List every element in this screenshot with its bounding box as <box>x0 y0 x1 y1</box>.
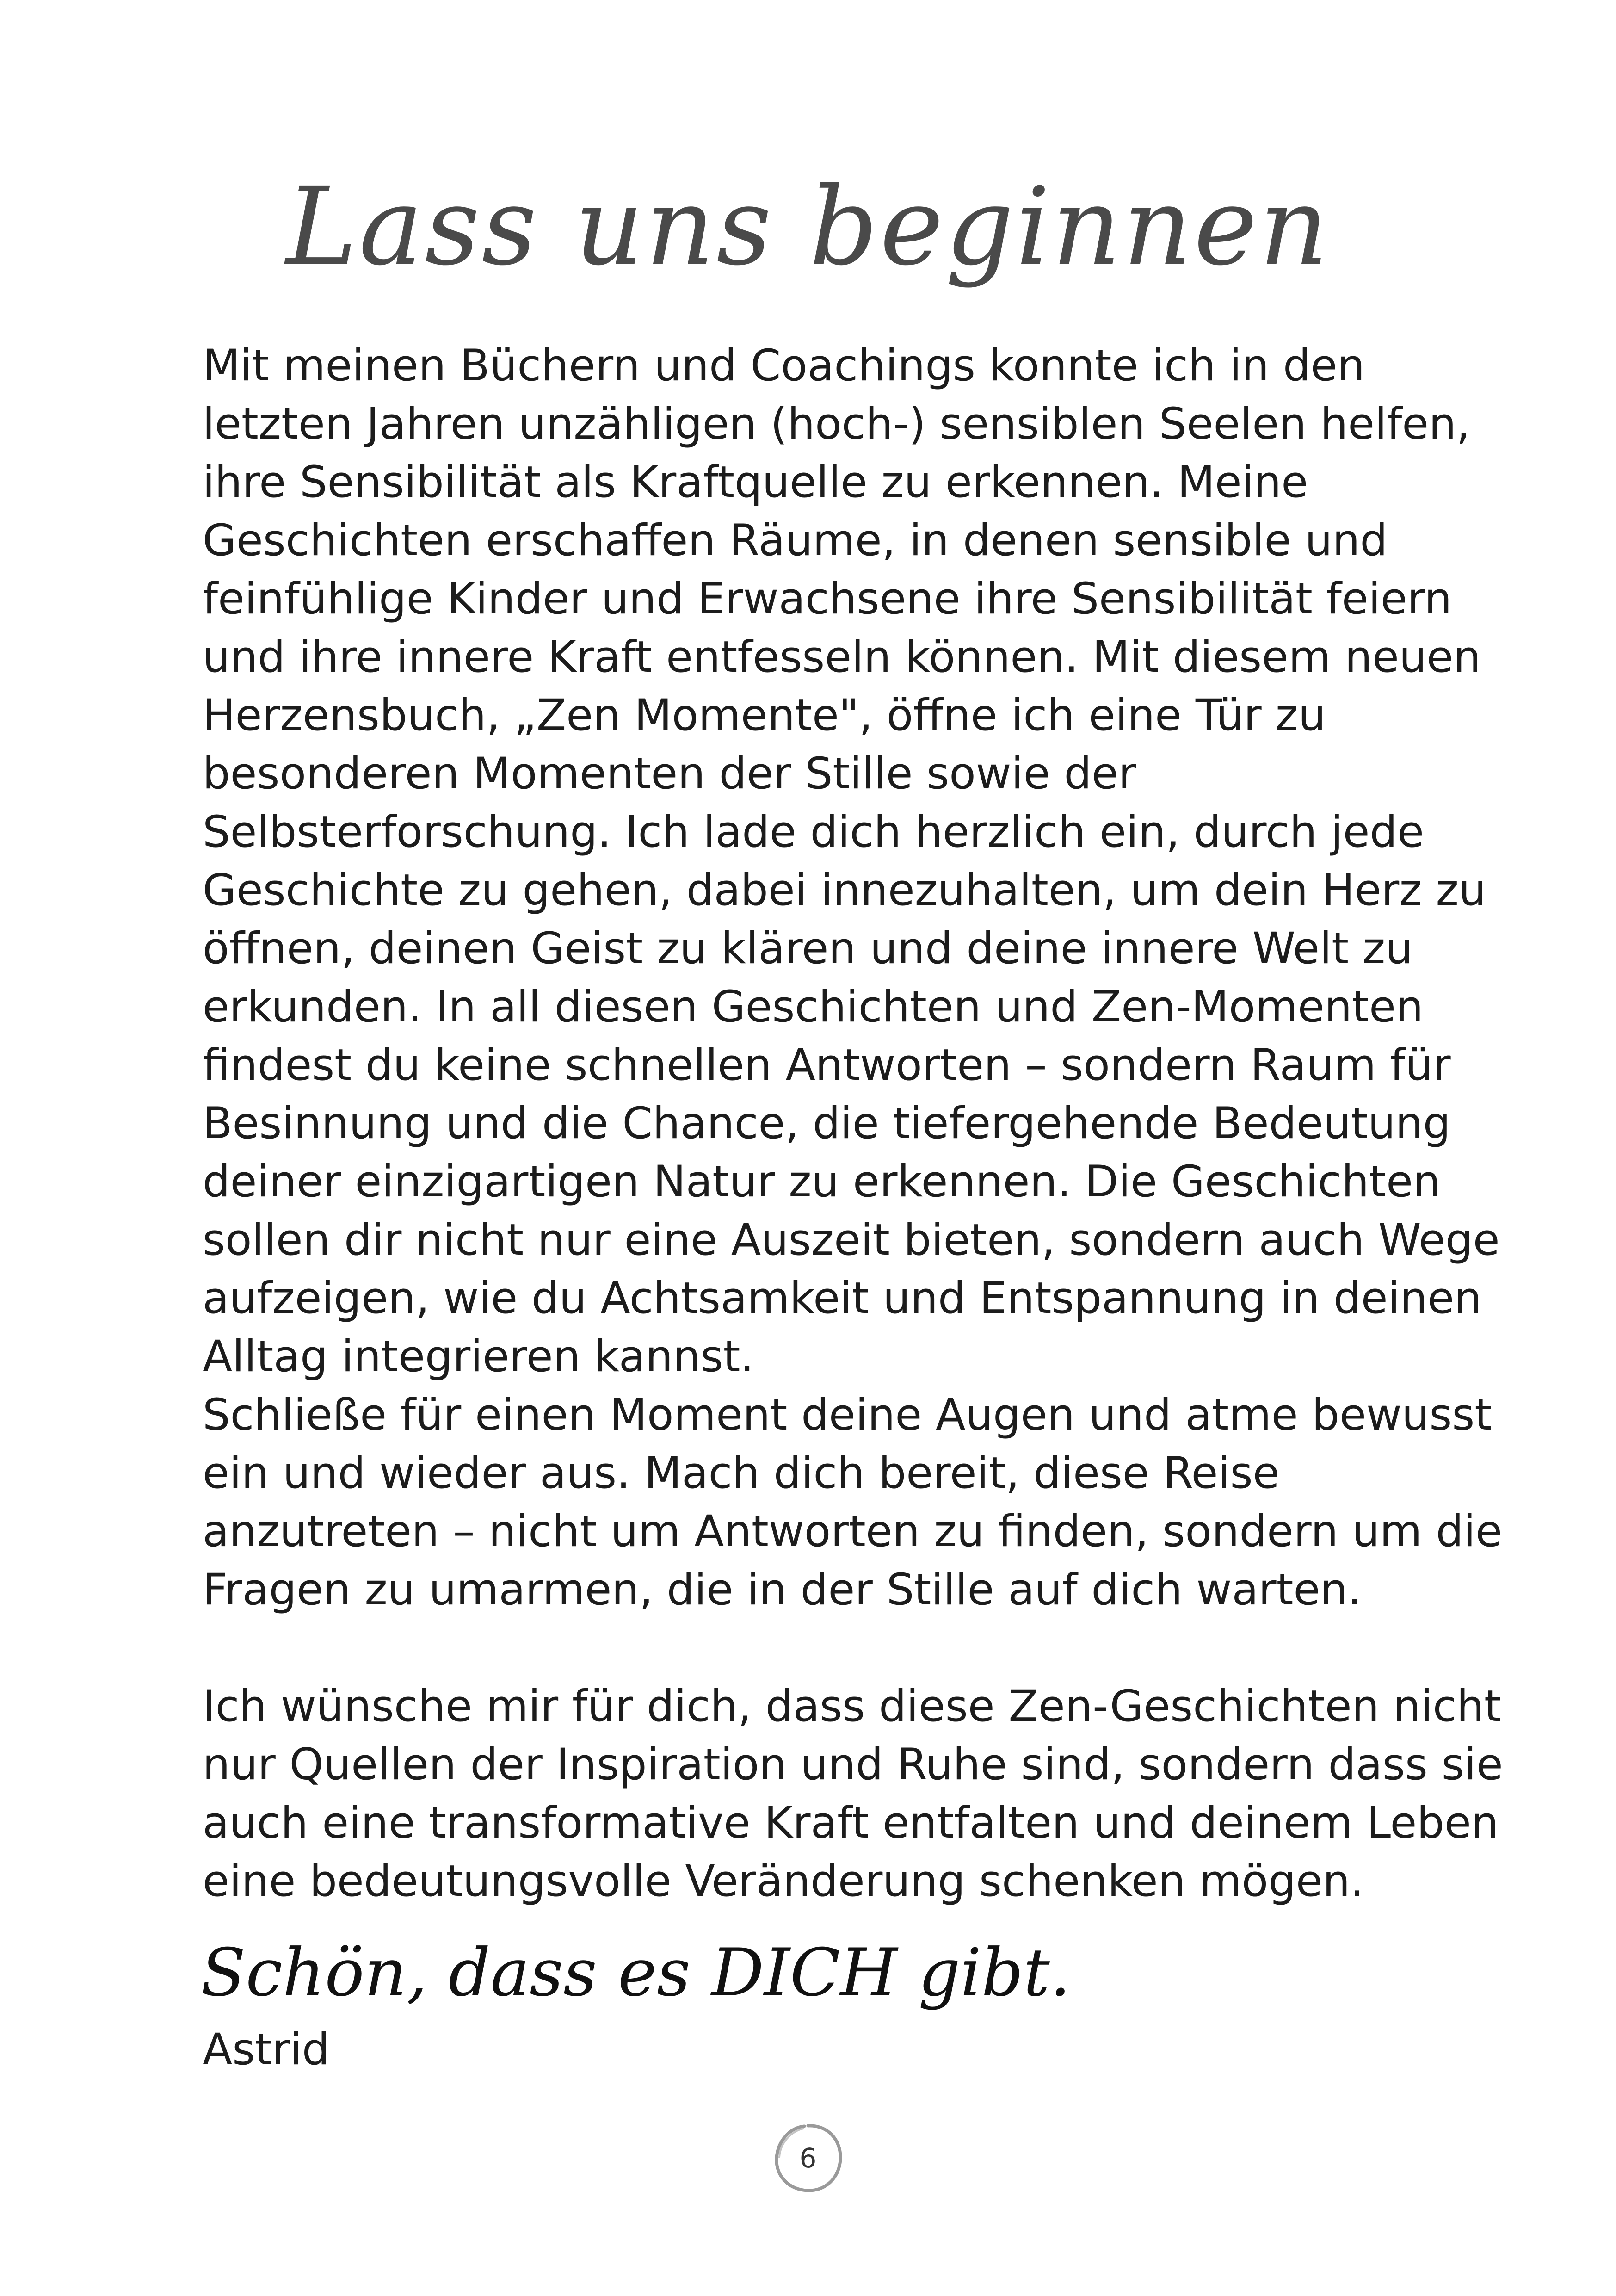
paragraph-1-line: erkunden. In all diesen Geschichten und Zen-Momenten <box>203 982 1424 1032</box>
paragraph-3-line: eine bedeutungsvolle Veränderung schenken mögen. <box>203 1856 1364 1906</box>
paragraph-3-line: Ich wünsche mir für dich, dass diese Zen-Geschichten nicht <box>203 1681 1501 1732</box>
paragraph-1-line: Besinnung und die Chance, die tiefergehende Bedeutung <box>203 1098 1451 1149</box>
paragraph-2-line: Fragen zu umarmen, die in der Stille auf dich warten. <box>203 1565 1362 1615</box>
paragraph-1-line: letzten Jahren unzähligen (hoch-) sensiblen Seelen helfen, <box>203 399 1470 449</box>
paragraph-1-line: Alltag integrieren kannst. <box>203 1331 754 1382</box>
paragraph-1-line: findest du keine schnellen Antworten – sondern Raum für <box>203 1040 1451 1090</box>
page-number-badge <box>771 2121 845 2195</box>
body-text <box>203 337 1503 1911</box>
paragraph-1-line: Geschichte zu gehen, dabei innezuhalten, um dein Herz zu <box>203 865 1486 916</box>
paragraph-1-line: aufzeigen, wie du Achtsamkeit und Entspannung in deinen <box>203 1273 1482 1324</box>
paragraph-1-line: Geschichten erschaffen Räume, in denen sensible und <box>203 515 1388 566</box>
paragraph-1-line: ihre Sensibilität als Kraftquelle zu erkennen. Meine <box>203 457 1308 507</box>
paragraph-2-line: anzutreten – nicht um Antworten zu finden, sondern um die <box>203 1506 1503 1557</box>
paragraph-1-line: öffnen, deinen Geist zu klären und deine innere Welt zu <box>203 923 1413 974</box>
paragraph-1-line: feinfühlige Kinder und Erwachsene ihre Sensibilität feiern <box>203 574 1452 624</box>
paragraph-spacer <box>203 1619 1433 1677</box>
paragraph-1-line: sollen dir nicht nur eine Auszeit bieten, sondern auch Wege <box>203 1215 1500 1265</box>
paragraph-1-line: deiner einzigartigen Natur zu erkennen. Die Geschichten <box>203 1157 1441 1207</box>
signature-script: Schön, dass es DICH gibt. <box>201 1935 1071 2011</box>
page-title: Lass uns beginnen <box>286 164 1330 289</box>
paragraph-2-line: ein und wieder aus. Mach dich bereit, diese Reise <box>203 1448 1280 1498</box>
signature-name: Astrid <box>203 2024 330 2075</box>
paragraph-1-line: besonderen Momenten der Stille sowie der <box>203 749 1136 799</box>
paragraph-1-line: Mit meinen Büchern und Coachings konnte ich in den <box>203 340 1365 391</box>
paragraph-3-line: auch eine transformative Kraft entfalten und deinem Leben <box>203 1798 1499 1848</box>
paragraph-3-line: nur Quellen der Inspiration und Ruhe sind, sondern dass sie <box>203 1739 1503 1790</box>
page-number: 6 <box>799 2142 817 2174</box>
paragraph-2-line: Schließe für einen Moment deine Augen und atme bewusst <box>203 1390 1492 1440</box>
paragraph-1-line: Selbsterforschung. Ich lade dich herzlich ein, durch jede <box>203 807 1424 857</box>
paragraph-1-line: und ihre innere Kraft entfesseln können. Mit diesem neuen <box>203 632 1481 682</box>
paragraph-1-line: Herzensbuch, „Zen Momente", öffne ich eine Tür zu <box>203 690 1326 741</box>
